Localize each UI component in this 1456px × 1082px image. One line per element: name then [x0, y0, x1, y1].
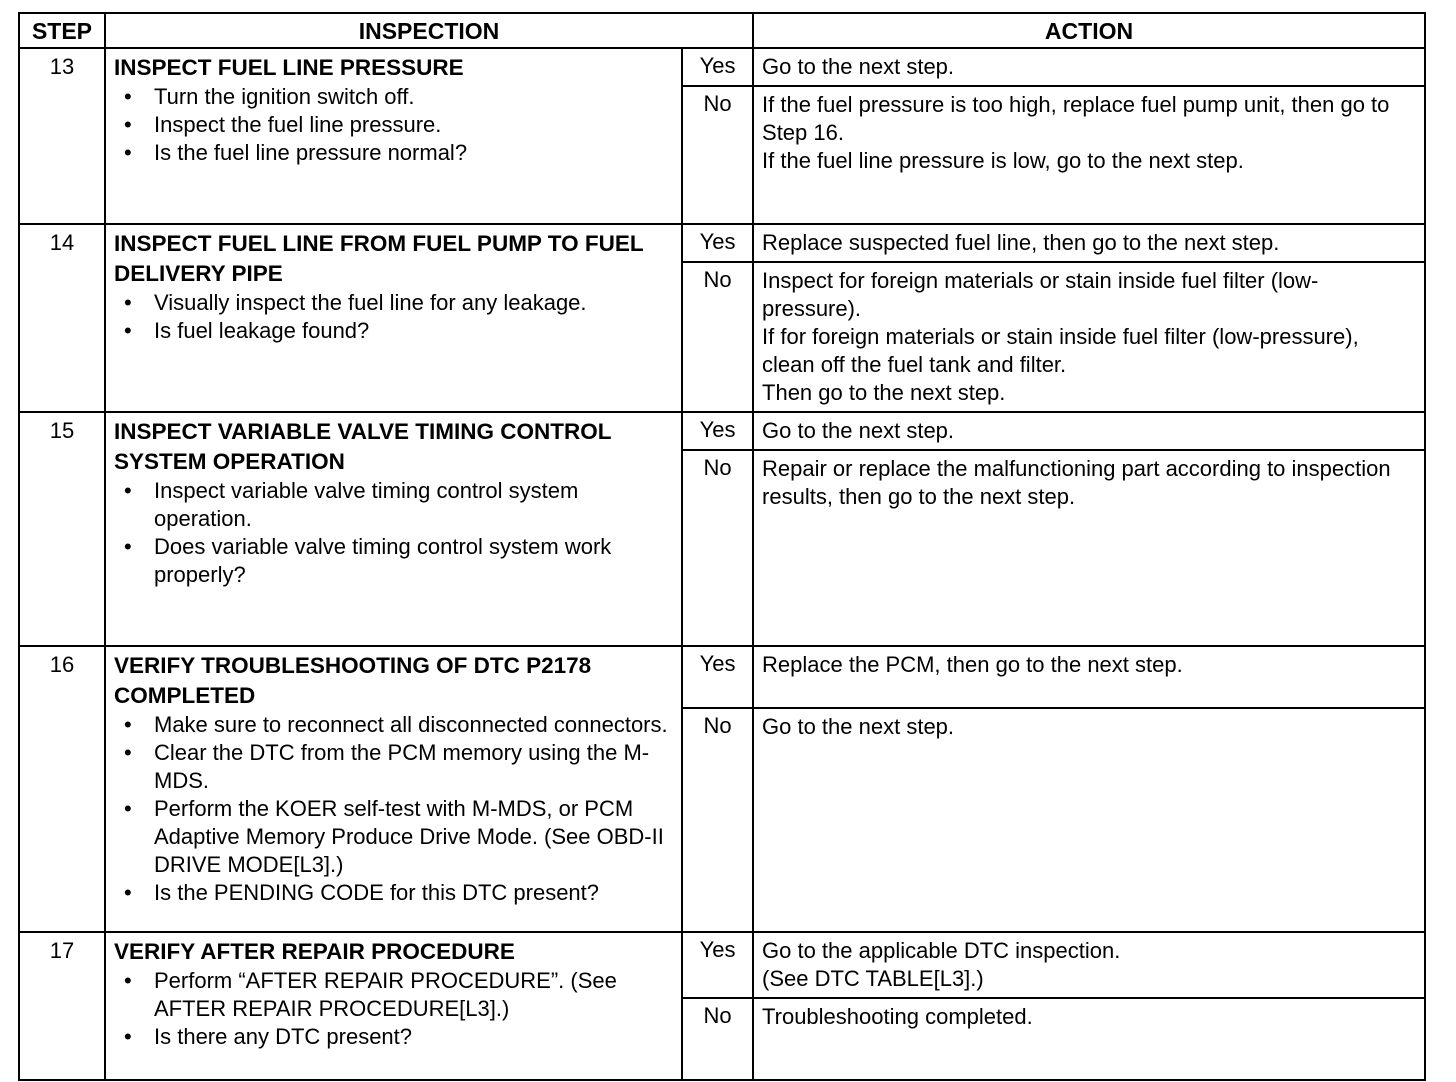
yes-label: Yes	[682, 412, 753, 450]
inspection-cell	[105, 48, 682, 224]
bullet-item: • Is there any DTC present?	[114, 1023, 673, 1051]
inspection-title: INSPECT FUEL LINE PRESSURE	[114, 55, 464, 80]
inspection-cell	[105, 412, 682, 646]
bullet-item: • Visually inspect the fuel line for any leakage.	[114, 289, 673, 317]
inspection-cell	[105, 932, 682, 1080]
header-row	[19, 13, 1425, 48]
yes-label: Yes	[682, 646, 753, 708]
action-line: If the fuel line pressure is low, go to the next step.	[762, 148, 1244, 173]
inspection-bullets	[114, 289, 673, 345]
bullet-item: • Make sure to reconnect all disconnected connectors.	[114, 711, 673, 739]
inspection-bullets	[114, 711, 673, 907]
action-line: Replace suspected fuel line, then go to the next step.	[762, 230, 1280, 255]
no-label: No	[682, 262, 753, 412]
inspection-title: VERIFY TROUBLESHOOTING OF DTC P2178 COMPLETED	[114, 653, 592, 708]
step-number: 17	[19, 932, 105, 1080]
yes-action	[753, 48, 1425, 86]
inspection-cell	[105, 646, 682, 932]
no-action	[753, 86, 1425, 224]
action-line: Inspect for foreign materials or stain inside fuel filter (low-pressure).	[762, 268, 1319, 321]
action-line: Troubleshooting completed.	[762, 1004, 1033, 1029]
no-label: No	[682, 998, 753, 1080]
action-line: Go to the next step.	[762, 418, 955, 443]
step-15-yes-row	[19, 412, 1425, 450]
bullet-item: • Does variable valve timing control system work properly?	[114, 533, 673, 589]
bullet-item: • Inspect variable valve timing control system operation.	[114, 477, 673, 533]
action-line: (See DTC TABLE[L3].)	[762, 966, 984, 991]
step-16-yes-row	[19, 646, 1425, 708]
no-label: No	[682, 450, 753, 646]
inspection-title: INSPECT VARIABLE VALVE TIMING CONTROL SYSTEM OPERATION	[114, 419, 612, 474]
step-number: 13	[19, 48, 105, 224]
no-label: No	[682, 86, 753, 224]
inspection-cell	[105, 224, 682, 412]
bullet-item: • Perform the KOER self-test with M-MDS, or PCM Adaptive Memory Produce Drive Mode. (See OBD-II DRIVE MODE[L3].)	[114, 795, 673, 879]
yes-action	[753, 412, 1425, 450]
step-number: 14	[19, 224, 105, 412]
bullet-item: • Is fuel leakage found?	[114, 317, 673, 345]
inspection-bullets	[114, 83, 673, 167]
yes-label: Yes	[682, 48, 753, 86]
troubleshooting-table	[18, 12, 1426, 1081]
no-label: No	[682, 708, 753, 932]
yes-action	[753, 932, 1425, 998]
action-line: Then go to the next step.	[762, 380, 1006, 405]
yes-label: Yes	[682, 224, 753, 262]
action-line: If for foreign materials or stain inside fuel filter (low-pressure), clean off the fuel tank and filter.	[762, 324, 1359, 377]
action-line: If the fuel pressure is too high, replace fuel pump unit, then go to Step 16.	[762, 92, 1390, 145]
action-line: Go to the next step.	[762, 54, 955, 79]
bullet-item: • Clear the DTC from the PCM memory using the M-MDS.	[114, 739, 673, 795]
action-line: Repair or replace the malfunctioning part according to inspection results, then go to the next step.	[762, 456, 1391, 509]
action-line: Go to the applicable DTC inspection.	[762, 938, 1121, 963]
no-action	[753, 708, 1425, 932]
inspection-bullets	[114, 967, 673, 1051]
bullet-item: • Turn the ignition switch off.	[114, 83, 673, 111]
step-14-yes-row	[19, 224, 1425, 262]
no-action	[753, 998, 1425, 1080]
no-action	[753, 450, 1425, 646]
inspection-title: VERIFY AFTER REPAIR PROCEDURE	[114, 939, 515, 964]
bullet-item: • Is the fuel line pressure normal?	[114, 139, 673, 167]
step-number: 16	[19, 646, 105, 932]
inspection-title: INSPECT FUEL LINE FROM FUEL PUMP TO FUEL DELIVERY PIPE	[114, 231, 644, 286]
bullet-item: • Perform “AFTER REPAIR PROCEDURE”. (See AFTER REPAIR PROCEDURE[L3].)	[114, 967, 673, 1023]
yes-label: Yes	[682, 932, 753, 998]
header-step: STEP	[19, 13, 105, 48]
no-action	[753, 262, 1425, 412]
action-line: Go to the next step.	[762, 714, 955, 739]
bullet-item: • Is the PENDING CODE for this DTC present?	[114, 879, 673, 907]
yes-action	[753, 646, 1425, 708]
header-inspection: INSPECTION	[105, 13, 753, 48]
step-17-yes-row	[19, 932, 1425, 998]
step-13-yes-row	[19, 48, 1425, 86]
action-line: Replace the PCM, then go to the next step.	[762, 652, 1183, 677]
yes-action	[753, 224, 1425, 262]
bullet-item: • Inspect the fuel line pressure.	[114, 111, 673, 139]
inspection-bullets	[114, 477, 673, 589]
header-action: ACTION	[753, 13, 1425, 48]
step-number: 15	[19, 412, 105, 646]
